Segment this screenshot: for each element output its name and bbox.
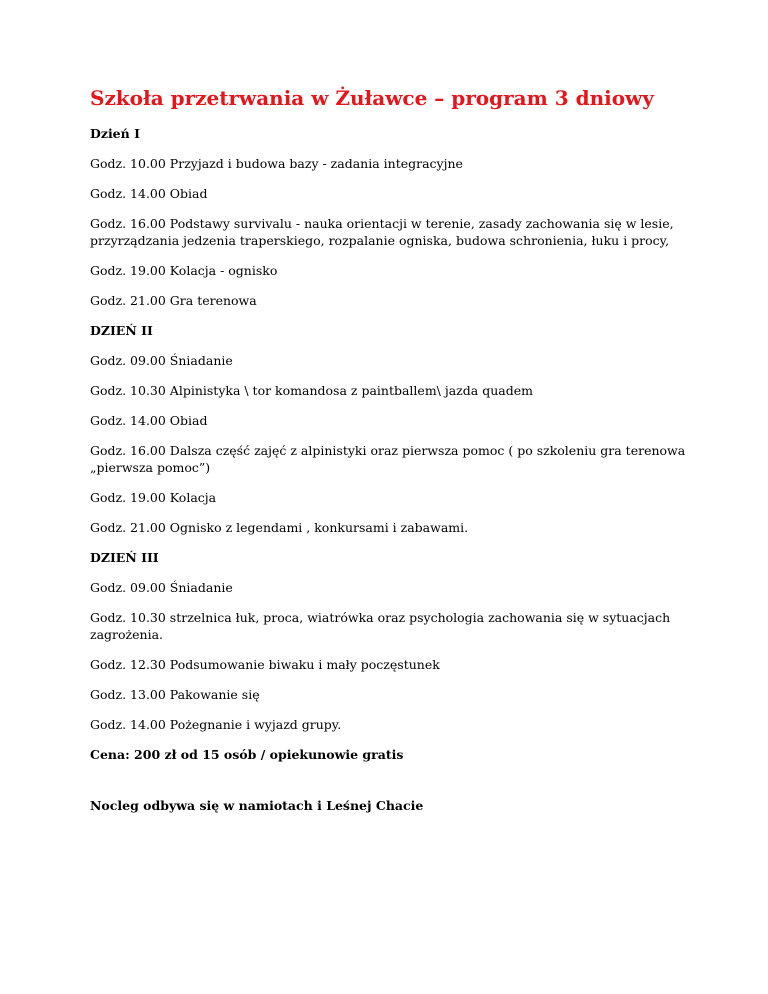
schedule-item: Godz. 14.00 Obiad	[90, 413, 208, 428]
accommodation-note: Nocleg odbywa się w namiotach i Leśnej Chacie	[90, 798, 424, 813]
price-line: Cena: 200 zł od 15 osób / opiekunowie gratis	[90, 747, 404, 762]
schedule-item: Godz. 09.00 Śniadanie	[90, 353, 233, 368]
day3-heading: DZIEŃ III	[90, 550, 159, 565]
schedule-item: Godz. 16.00 Dalsza część zajęć z alpinistyki oraz pierwsza pomoc ( po szkoleniu gra terenowa „pierwsza pomoc”)	[90, 443, 686, 475]
schedule-item: Godz. 14.00 Obiad	[90, 186, 208, 201]
schedule-item: Godz. 10.30 strzelnica łuk, proca, wiatrówka oraz psychologia zachowania się w sytuacjach zagrożenia.	[90, 610, 671, 642]
schedule-item: Godz. 12.30 Podsumowanie biwaku i mały poczęstunek	[90, 657, 440, 672]
schedule-item: Godz. 21.00 Gra terenowa	[90, 293, 257, 308]
schedule-item: Godz. 16.00 Podstawy survivalu - nauka orientacji w terenie, zasady zachowania się w lesie, przyrządzania jedzenia traperskiego, rozpalanie ogniska, budowa schronienia, łuku i procy,	[90, 216, 674, 248]
schedule-item: Godz. 14.00 Pożegnanie i wyjazd grupy.	[90, 717, 342, 732]
day2-heading: DZIEŃ II	[90, 323, 153, 338]
day1-heading: Dzień I	[90, 126, 140, 141]
document-page	[90, 84, 690, 827]
schedule-item: Godz. 10.00 Przyjazd i budowa bazy - zadania integracyjne	[90, 156, 463, 171]
schedule-item: Godz. 19.00 Kolacja - ognisko	[90, 263, 278, 278]
schedule-item: Godz. 10.30 Alpinistyka \ tor komandosa z paintballem\ jazda quadem	[90, 383, 533, 398]
schedule-item: Godz. 21.00 Ognisko z legendami , konkursami i zabawami.	[90, 520, 469, 535]
schedule-item: Godz. 19.00 Kolacja	[90, 490, 217, 505]
document-title: Szkoła przetrwania w Żuławce – program 3 dniowy	[90, 86, 654, 110]
schedule-item: Godz. 09.00 Śniadanie	[90, 580, 233, 595]
schedule-item: Godz. 13.00 Pakowanie się	[90, 687, 260, 702]
